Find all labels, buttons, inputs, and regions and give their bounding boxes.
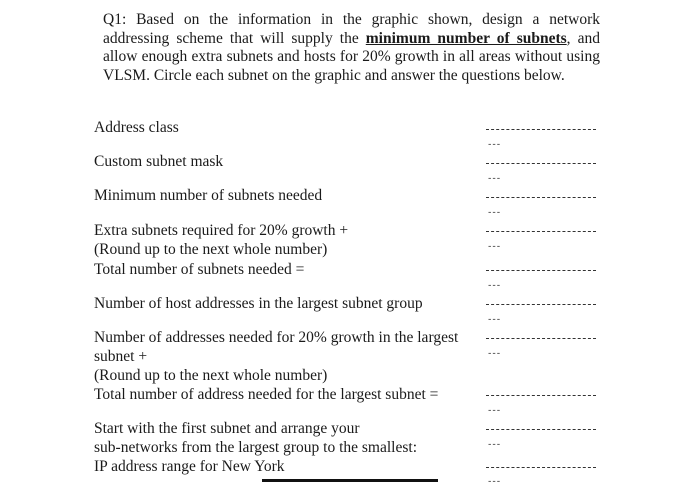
- answer-line-total-subnets[interactable]: [486, 270, 596, 272]
- label-round-up-1: (Round up to the next whole number): [94, 241, 328, 258]
- label-total-largest: Total number of address needed for the largest subnet =: [94, 386, 439, 403]
- answer-line-ip-range-ny[interactable]: [486, 467, 596, 469]
- answer-dash-growth-largest: ---: [487, 349, 501, 359]
- label-start-line-1: Start with the first subnet and arrange your: [94, 420, 360, 437]
- label-extra-subnets: Extra subnets required for 20% growth +: [94, 222, 349, 239]
- label-address-class: Address class: [94, 119, 179, 136]
- question-text: [103, 11, 600, 85]
- answer-dash-extra-subnets: ---: [487, 242, 501, 252]
- answer-line-growth-largest[interactable]: [486, 338, 596, 340]
- label-host-largest: Number of host addresses in the largest subnet group: [94, 295, 423, 312]
- label-round-up-2: (Round up to the next whole number): [94, 367, 328, 384]
- label-ip-range-ny: IP address range for New York: [94, 458, 285, 475]
- answer-line-start[interactable]: [486, 429, 596, 431]
- answer-dash-start: ---: [487, 440, 501, 450]
- question-emphasis: minimum number of subnets: [365, 29, 567, 47]
- answer-line-total-largest[interactable]: [486, 395, 596, 397]
- answer-dash-total-largest: ---: [487, 406, 501, 416]
- answer-dash-custom-subnet-mask: ---: [487, 174, 501, 184]
- label-growth-largest-2: subnet +: [94, 348, 148, 365]
- answer-dash-address-class: ---: [487, 140, 501, 150]
- label-total-subnets: Total number of subnets needed =: [94, 261, 305, 278]
- answer-line-address-class[interactable]: [486, 129, 596, 131]
- answer-dash-ip-range-ny: ---: [487, 477, 501, 487]
- label-min-subnets: Minimum number of subnets needed: [94, 187, 323, 204]
- question-prefix: Q1: Based on the information in the graphic shown, design a network addressing scheme that will supply the: [103, 11, 600, 47]
- answer-dash-total-subnets: ---: [487, 281, 501, 291]
- answer-dash-host-largest: ---: [487, 315, 501, 325]
- scroll-bar-indicator: [262, 479, 438, 482]
- label-growth-largest-1: Number of addresses needed for 20% growth in the largest: [94, 329, 459, 346]
- answer-line-custom-subnet-mask[interactable]: [486, 163, 596, 165]
- answer-line-min-subnets[interactable]: [486, 197, 596, 199]
- question-suffix: , and allow enough extra subnets and hosts for 20% growth in all areas without using VLSM. Circle each subnet on the graphic and answer the questions below.: [103, 29, 600, 84]
- label-custom-subnet-mask: Custom subnet mask: [94, 153, 224, 170]
- label-start-line-2: sub-networks from the largest group to the smallest:: [94, 439, 418, 456]
- answer-line-host-largest[interactable]: [486, 304, 596, 306]
- answer-line-extra-subnets[interactable]: [486, 231, 596, 233]
- answer-dash-min-subnets: ---: [487, 208, 501, 218]
